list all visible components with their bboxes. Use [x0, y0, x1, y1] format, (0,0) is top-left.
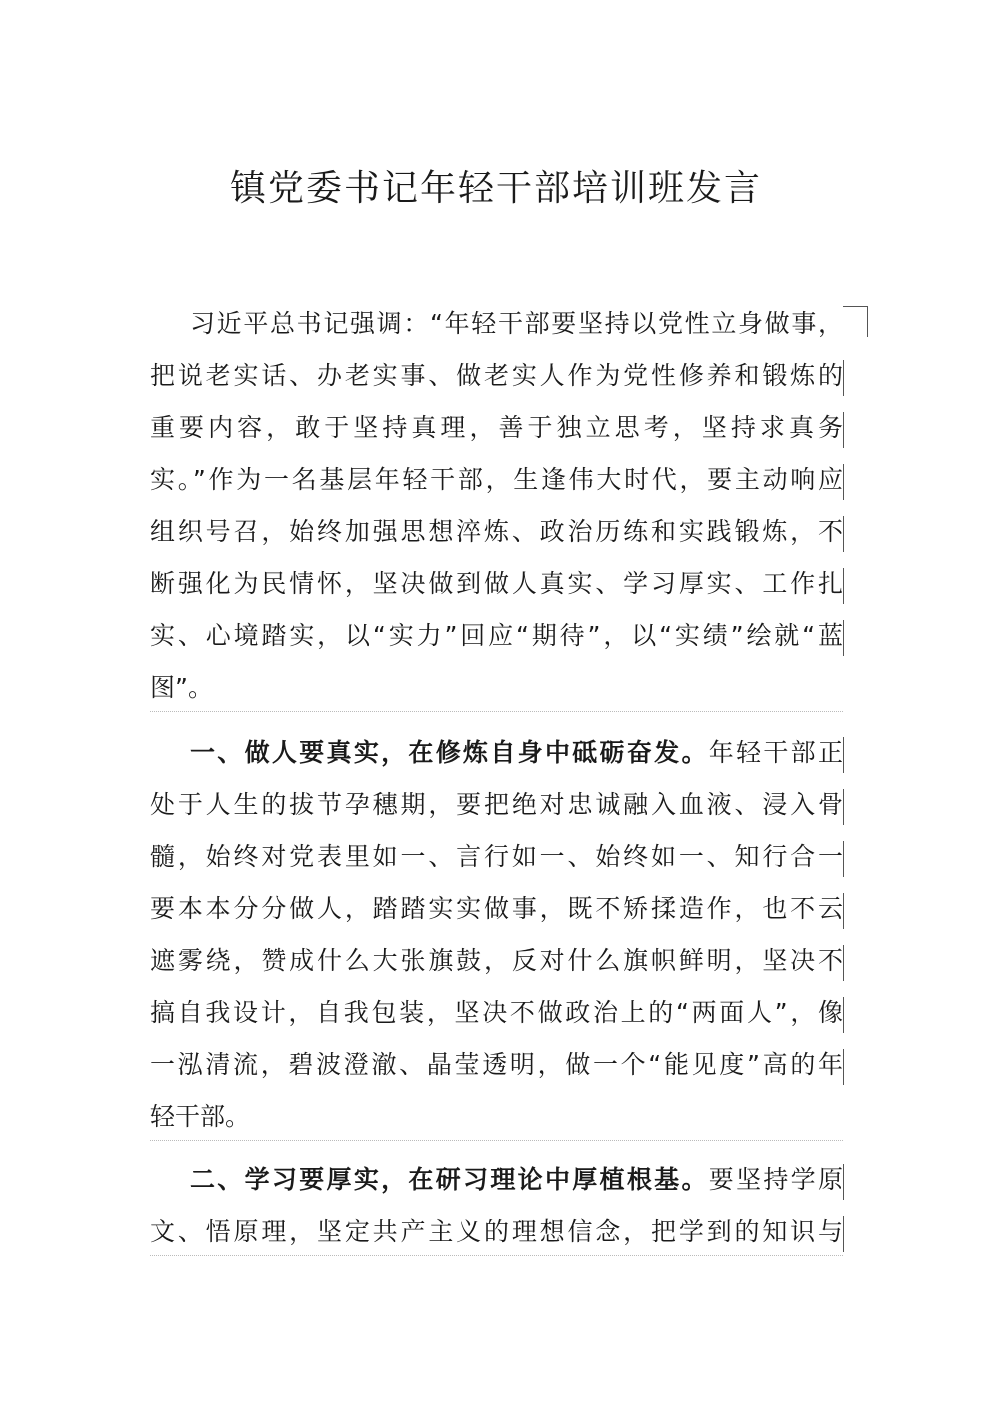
heading-trailing-text: 年轻干部正	[708, 738, 843, 767]
paragraph-line: 一泓清流，碧波澄澈、晶莹透明，做一个“能见度”高的年	[150, 1050, 843, 1079]
paragraph-line	[190, 1160, 843, 1200]
margin-mark	[843, 464, 844, 500]
section-heading: 一、做人要真实，在修炼自身中砥砺奋发。	[190, 738, 709, 767]
margin-mark	[843, 997, 844, 1033]
paragraph-line: 文、悟原理，坚定共产主义的理想信念，把学到的知识与	[150, 1217, 843, 1246]
paragraph-line: 轻干部。	[150, 1102, 251, 1131]
paragraph-line: 把说老实话、办老实事、做老实人作为党性修养和锻炼的	[150, 361, 843, 390]
margin-mark	[843, 893, 844, 929]
paragraph-line: 组织号召，始终加强思想淬炼、政治历练和实践锻炼，不	[150, 517, 843, 546]
paragraph-line: 图”。	[150, 673, 213, 702]
paragraph-line: 搞自我设计，自我包装，坚决不做政治上的“两面人”，像	[150, 998, 843, 1027]
margin-mark	[843, 1216, 844, 1252]
margin-mark	[843, 945, 844, 981]
paragraph-line: 遮雾绕，赞成什么大张旗鼓，反对什么旗帜鲜明，坚决不	[150, 946, 843, 975]
paragraph-line: 断强化为民情怀，坚决做到做人真实、学习厚实、工作扎	[150, 569, 843, 598]
document-title: 镇党委书记年轻干部培训班发言	[229, 168, 762, 209]
margin-mark	[843, 412, 844, 448]
margin-mark	[843, 568, 844, 604]
paragraph-separator	[150, 1255, 843, 1256]
paragraph-line: 髓，始终对党表里如一、言行如一、始终如一、知行合一	[150, 842, 843, 871]
heading-trailing-text: 要坚持学原	[708, 1165, 843, 1194]
paragraph-line: 要本本分分做人，踏踏实实做事，既不矫揉造作，也不云	[150, 894, 843, 923]
margin-mark	[843, 737, 844, 773]
margin-mark	[843, 1049, 844, 1085]
margin-mark	[843, 1164, 844, 1200]
paragraph-line: 重要内容，敢于坚持真理，善于独立思考，坚持求真务	[150, 413, 843, 442]
paragraph-separator	[150, 711, 843, 712]
margin-mark	[843, 841, 844, 877]
paragraph-line: 实、心境踏实，以“实力”回应“期待”，以“实绩”绘就“蓝	[150, 621, 843, 650]
paragraph-line: 习近平总书记强调：“年轻干部要坚持以党性立身做事，	[190, 309, 843, 338]
margin-mark	[843, 789, 844, 825]
paragraph-line: 实。”作为一名基层年轻干部，生逢伟大时代，要主动响应	[150, 465, 843, 494]
paragraph-line: 处于人生的拔节孕穗期，要把绝对忠诚融入血液、浸入骨	[150, 790, 843, 819]
margin-mark	[843, 516, 844, 552]
paragraph-separator	[150, 1140, 843, 1141]
section-heading: 二、学习要厚实，在研习理论中厚植根基。	[190, 1165, 709, 1194]
paragraph-line	[190, 733, 843, 773]
margin-mark	[843, 620, 844, 656]
margin-mark	[843, 360, 844, 396]
corner-mark	[843, 306, 868, 337]
